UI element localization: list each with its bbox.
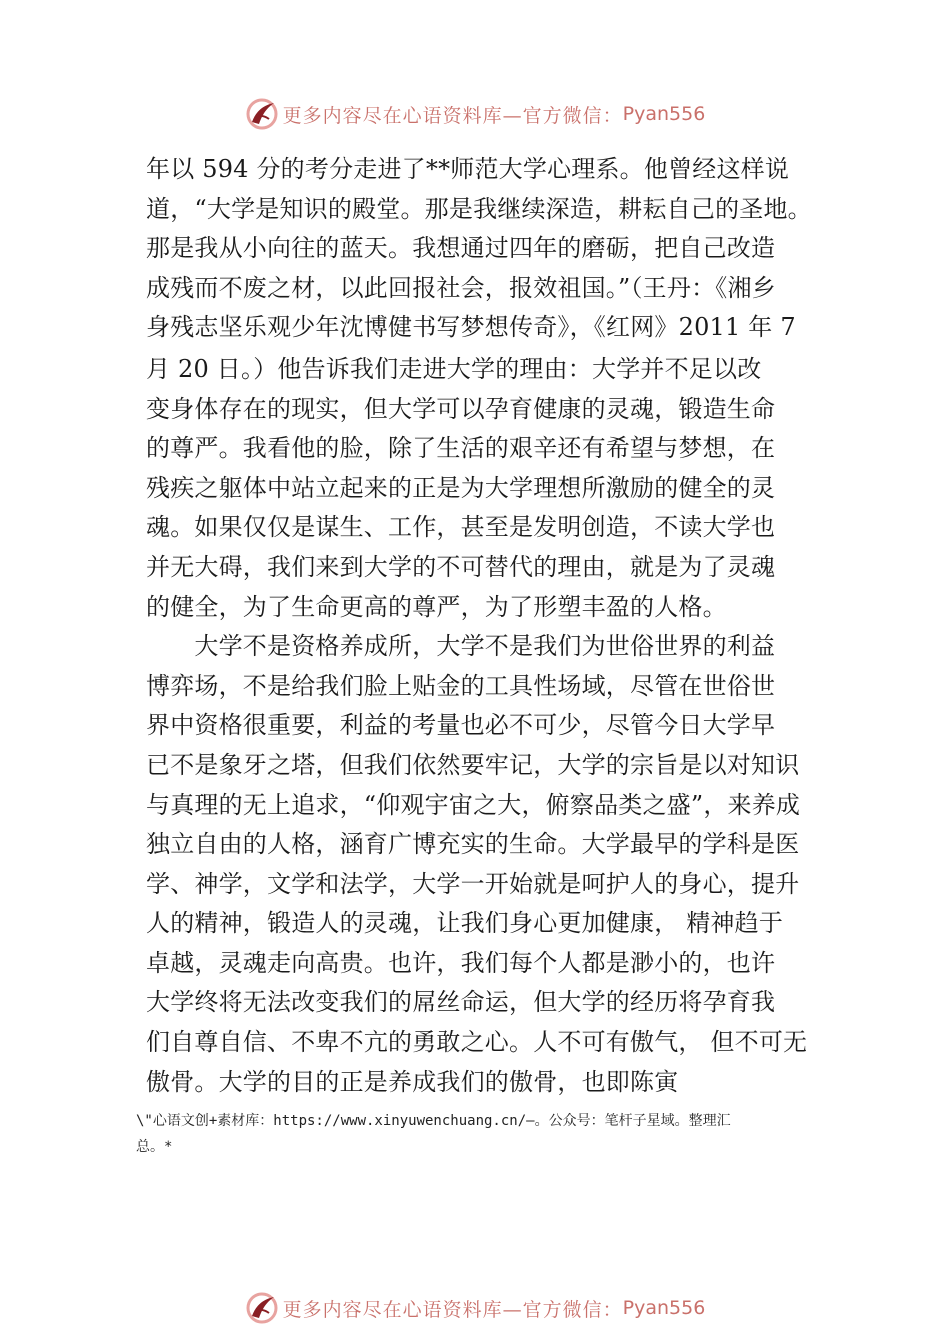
footnote-line: \"心语文创+素材库：https://www.xinyuwenchuang.cn/—。公众号：笔杆子星域。整理汇 [136,1113,731,1129]
text-line: 并无大碍，我们来到大学的不可替代的理由，就是为了灵魂 [146,552,776,581]
banner-wechat-id: Pyan556 [622,103,706,125]
banner-wechat-id: Pyan556 [622,1297,706,1319]
text-line: 成残而不废之材，以此回报社会，报效祖国。”（王丹：《湘乡 [146,273,776,302]
text-line: 身残志坚乐观少年沈博健书写梦想传奇》，《红网》2011 年 7 [146,313,796,342]
text-line: 界中资格很重要，利益的考量也必不可少，尽管今日大学早 [146,711,776,740]
header-banner [0,94,950,134]
text-line: 与真理的无上追求，“仰观宇宙之大，俯察品类之盛”，来养成 [146,790,801,819]
text-line: 残疾之躯体中站立起来的正是为大学理想所激励的健全的灵 [146,473,776,502]
text-line: 变身体存在的现实，但大学可以孕育健康的灵魂，锻造生命 [146,394,776,423]
text-line: 人的精神，锻造人的灵魂，让我们身心更加健康， 精神趋于 [146,909,784,938]
text-line: 独立自由的人格，涵育广博充实的生命。大学最早的学科是医 [146,830,800,859]
text-line: 傲骨。大学的目的正是养成我们的傲骨，也即陈寅 [146,1067,679,1096]
banner-text: 更多内容尽在心语资料库—官方微信： [282,104,623,127]
text-line: 已不是象牙之塔，但我们依然要牢记，大学的宗旨是以对知识 [146,750,800,779]
text-line: 的健全，为了生命更高的尊严，为了形塑丰盈的人格。 [146,592,727,621]
text-line: 的尊严。我看他的脸，除了生活的艰辛还有希望与梦想，在 [146,434,776,463]
text-line: 道，“大学是知识的殿堂。那是我继续深造，耕耘自己的圣地。 [146,194,812,223]
text-line: 们自尊自信、不卑不亢的勇敢之心。人不可有傲气， 但不可无 [146,1028,808,1057]
footnote-line: 总。* [136,1139,173,1155]
banner-text: 更多内容尽在心语资料库—官方微信： [282,1298,623,1321]
brand-logo-icon [245,1291,279,1325]
text-line: 魂。如果仅仅是谋生、工作，甚至是发明创造，不读大学也 [146,513,776,542]
text-line: 大学终将无法改变我们的屌丝命运，但大学的经历将孕育我 [146,988,776,1017]
text-line: 年以 594 分的考分走进了**师范大学心理系。他曾经这样说 [146,155,790,183]
text-line: 博弈场，不是给我们脸上贴金的工具性场域，尽管在世俗世 [146,671,776,700]
source-footnote [136,1108,836,1160]
text-line: 大学不是资格养成所，大学不是我们为世俗世界的利益 [146,632,776,661]
text-line: 那是我从小向往的蓝天。我想通过四年的磨砺，把自己改造 [146,234,776,263]
footer-banner [0,1288,950,1328]
text-line: 卓越，灵魂走向高贵。也许，我们每个人都是渺小的，也许 [146,948,776,977]
brand-logo-icon [245,97,279,131]
text-line: 月 20 日。）他告诉我们走进大学的理由：大学并不足以改 [146,354,762,383]
document-body [146,150,826,1102]
text-line: 学、神学，文学和法学，大学一开始就是呵护人的身心，提升 [146,869,800,898]
